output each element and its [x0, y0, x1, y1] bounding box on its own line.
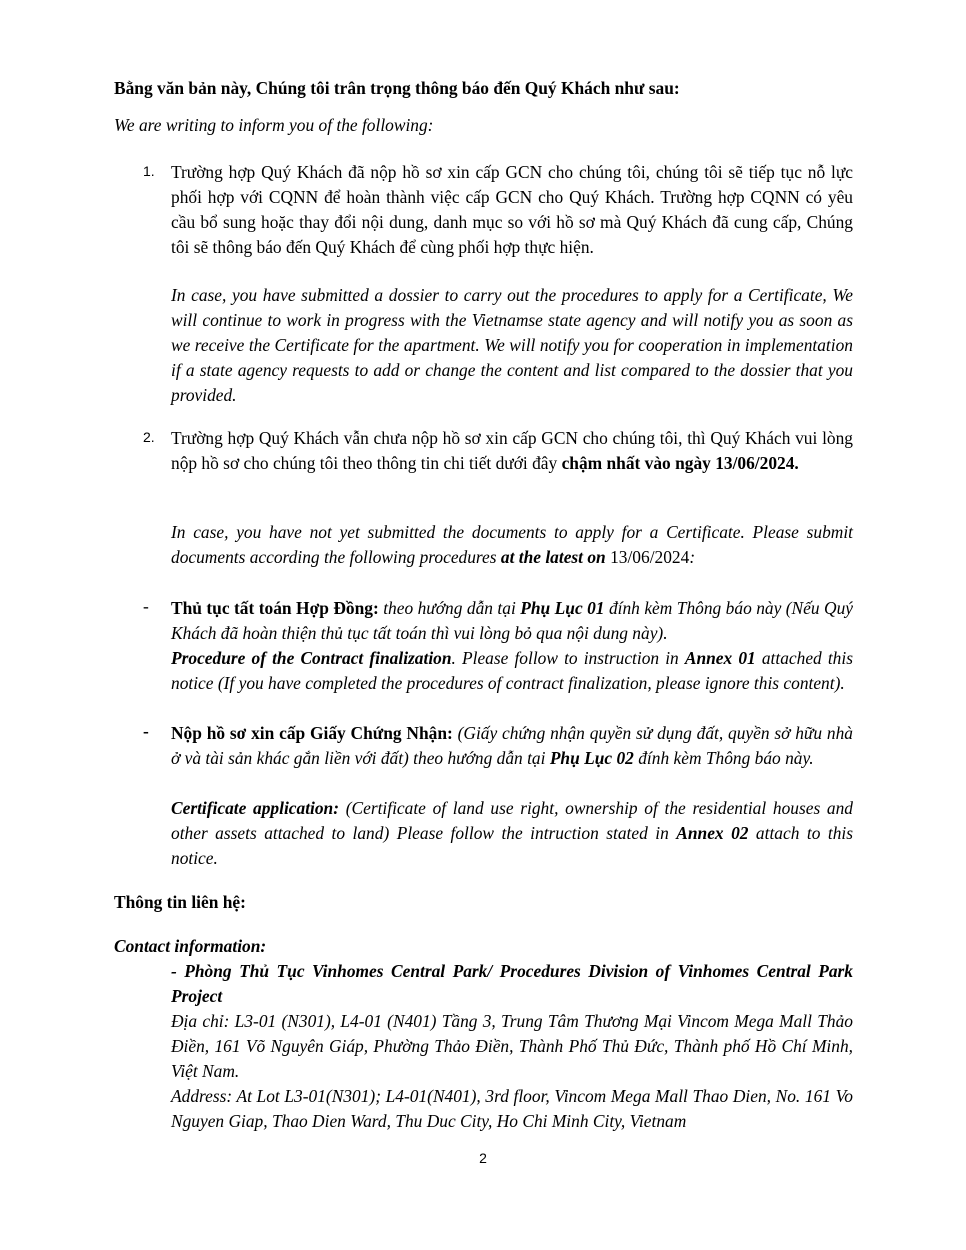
page-number: 2: [479, 1150, 487, 1166]
bullet-2-vietnamese: [171, 721, 853, 771]
item-1-english: In case, you have submitted a dossier to carry out the procedures to apply for a Certificate, We will continue to work in progress with the Vietnamse state agency and will notify you as soon as we receive the Certificate for the apartment. We will notify you for cooperation in implementation if a state agency requests to add or change the content and list compared to the dossier that you provided.: [171, 285, 853, 405]
bullet-1-vi-text-1: theo hướng dẫn tại: [378, 598, 521, 618]
item-2-english: [171, 520, 853, 570]
contact-address-english: Address: At Lot L3-01(N301); L4-01(N401), 3rd floor, Vincom Mega Mall Thao Dien, No. 161 Vo Nguyen Giap, Thao Dien Ward, Thu Duc City, Ho Chi Minh City, Vietnam: [171, 1086, 853, 1131]
item-2-vietnamese: [171, 426, 853, 476]
bullet-1-en-annex-ref: Annex 01: [684, 648, 756, 668]
bullet-2-vi-text-1: (Giấy chứng nhận quyền sử dụng đất, quyền sở hữu nhà ở và tài sản khác gắn liền với đất) theo hướng dẫn tại: [171, 723, 853, 768]
item-2-english-deadline-label: at the latest on: [500, 547, 606, 567]
item-2-deadline: chậm nhất vào ngày 13/06/2024.: [561, 453, 799, 473]
bullet-2-en-text-1: (Certificate of land use right, ownership of the residential houses and other assets attached to land) Please follow the intruction stated in: [171, 798, 853, 843]
contact-address-vietnamese: Địa chỉ: L3-01 (N301), L4-01 (N401) Tầng 3, Trung Tâm Thương Mại Vincom Mega Mall Thảo Điền, 161 Võ Nguyên Giáp, Phường Thảo Điền, Thành Phố Thủ Đức, Thành phố Hồ Chí Minh, Việt Nam.: [171, 1011, 853, 1081]
bullet-1-en-title: Procedure of the Contract finalization: [171, 648, 452, 668]
bullet-1-en-text-1: . Please follow to instruction in: [451, 648, 685, 668]
contact-office: - Phòng Thủ Tục Vinhomes Central Park/ Procedures Division of Vinhomes Central Park Project: [171, 961, 853, 1006]
item-2-english-end: :: [689, 547, 696, 567]
bullet-1-english: [171, 646, 853, 696]
intro-english: We are writing to inform you of the following:: [114, 115, 434, 135]
bullet-2-dash: -: [143, 721, 149, 741]
bullet-2-vi-text-2: đính kèm Thông báo này.: [633, 748, 814, 768]
item-2-english-text: In case, you have not yet submitted the documents to apply for a Certificate. Please submit documents according the following procedures: [171, 522, 853, 567]
item-2-number: 2.: [143, 429, 155, 445]
item-1-vietnamese: Trường hợp Quý Khách đã nộp hồ sơ xin cấp GCN cho chúng tôi, chúng tôi sẽ tiếp tục nỗ lực phối hợp với CQNN để hoàn thành việc cấp GCN cho Quý Khách. Trường hợp CQNN có yêu cầu bổ sung hoặc thay đổi nội dung, danh mục so với hồ sơ mà Quý Khách đã cung cấp, Chúng tôi sẽ thông báo đến Quý Khách để cùng phối hợp thực hiện.: [171, 162, 853, 257]
bullet-2-en-annex-ref: Annex 02: [676, 823, 749, 843]
bullet-2-vi-annex-ref: Phụ Lục 02: [549, 748, 634, 768]
item-2-vietnamese-text: Trường hợp Quý Khách vẫn chưa nộp hồ sơ xin cấp GCN cho chúng tôi, thì Quý Khách vui lòng nộp hồ sơ cho chúng tôi theo thông tin chi tiết dưới đây: [171, 428, 853, 473]
bullet-1-vi-annex-ref: Phụ Lục 01: [520, 598, 605, 618]
bullet-2-en-title: Certificate application:: [171, 798, 340, 818]
bullet-1-vietnamese: [171, 596, 853, 646]
bullet-1-dash: -: [143, 596, 149, 616]
item-2-english-date: 13/06/2024: [605, 547, 690, 567]
bullet-1-en-text-2: attached this notice (If you have completed the procedures of contract finalization, please ignore this content).: [171, 648, 853, 693]
bullet-1-vi-title: Thủ tục tất toán Hợp Đồng:: [171, 598, 379, 618]
intro-vietnamese: Bằng văn bản này, Chúng tôi trân trọng thông báo đến Quý Khách như sau:: [114, 78, 680, 98]
bullet-2-en-text-2: attach to this notice.: [171, 823, 853, 868]
bullet-2-vi-title: Nộp hồ sơ xin cấp Giấy Chứng Nhận:: [171, 723, 453, 743]
bullet-1-vi-text-2: đính kèm Thông báo này (Nếu Quý Khách đã hoàn thiện thủ tục tất toán thì vui lòng bỏ qua nội dung này).: [171, 598, 853, 643]
contact-heading-english: Contact information:: [114, 936, 267, 956]
item-1-number: 1.: [143, 163, 155, 179]
contact-heading-vietnamese: Thông tin liên hệ:: [114, 892, 246, 912]
bullet-2-english: [171, 796, 853, 871]
